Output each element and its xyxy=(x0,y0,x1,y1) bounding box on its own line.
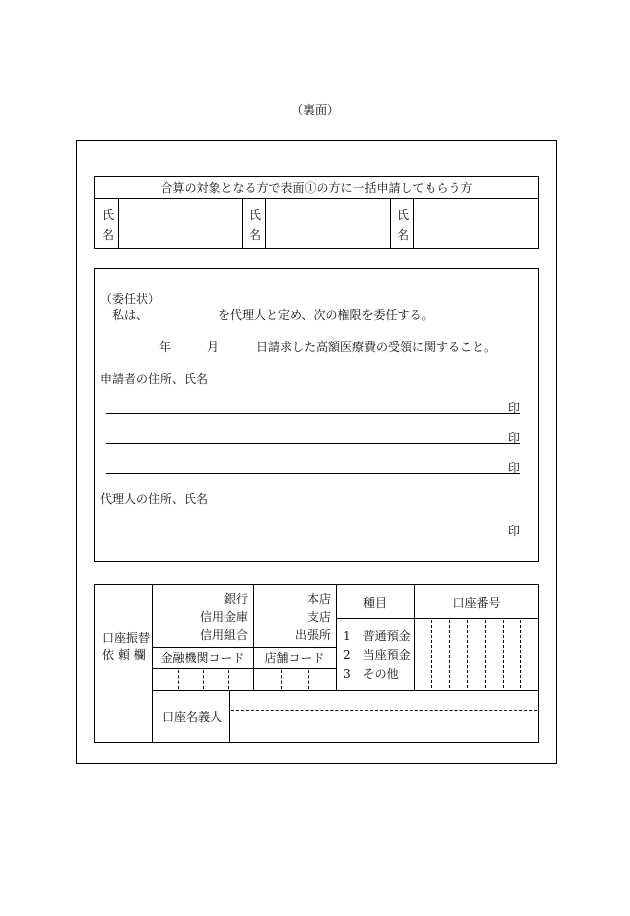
institution-code-field[interactable] xyxy=(153,669,252,689)
seal-1: 印 xyxy=(508,401,521,415)
account-holder-label: 口座名義人 xyxy=(162,710,223,724)
branch-code-label: 店舗コード xyxy=(264,651,325,665)
name-field-2[interactable] xyxy=(266,199,389,248)
month-label: 月 xyxy=(207,340,220,354)
bank-name-field[interactable] xyxy=(154,586,202,644)
agent-address-field[interactable] xyxy=(106,512,506,542)
institution-code-label: 金融機関コード xyxy=(160,651,245,665)
bank-side-label-2: 依 頼 欄 xyxy=(102,648,146,662)
name-label-3-bottom: 名 xyxy=(397,228,410,242)
page-header: （裏面） xyxy=(290,103,339,117)
seal-2: 印 xyxy=(508,431,521,445)
applicant-line-1-field[interactable] xyxy=(106,394,506,412)
applicant-line-2-field[interactable] xyxy=(106,424,506,442)
combined-applicants-title: 合算の対象となる方で表面①の方に一括申請してもらう方 xyxy=(160,181,473,195)
applicant-label: 申請者の住所、氏名 xyxy=(100,372,209,386)
agent-name-field[interactable] xyxy=(150,306,214,322)
applicant-line-3-field[interactable] xyxy=(106,454,506,472)
account-type-ordinary[interactable]: 1 普通預金 xyxy=(343,629,411,643)
name-label-2-bottom: 名 xyxy=(249,228,262,242)
bank-type-credit-union: 信用組合 xyxy=(199,628,248,642)
month-field[interactable] xyxy=(174,338,204,354)
account-number-header: 口座番号 xyxy=(452,596,501,610)
seal-3: 印 xyxy=(508,461,521,475)
branch-type-office: 出張所 xyxy=(294,628,331,642)
branch-type-main: 本店 xyxy=(306,592,331,606)
account-number-field[interactable] xyxy=(415,619,538,689)
year-field[interactable] xyxy=(126,338,156,354)
year-label: 年 xyxy=(159,340,172,354)
branch-code-field[interactable] xyxy=(254,669,335,689)
bank-type-bank: 銀行 xyxy=(223,592,248,606)
name-field-1[interactable] xyxy=(119,199,241,248)
account-type-checking[interactable]: 2 当座預金 xyxy=(343,648,411,662)
name-label-3-top: 氏 xyxy=(397,208,410,222)
day-clause: 日請求した高額医療費の受領に関すること。 xyxy=(256,340,497,354)
day-field[interactable] xyxy=(222,338,252,354)
branch-name-field[interactable] xyxy=(255,586,295,644)
name-label-1-bottom: 名 xyxy=(102,228,115,242)
account-type-other[interactable]: 3 その他 xyxy=(343,667,399,681)
agent-label: 代理人の住所、氏名 xyxy=(100,492,209,506)
branch-type-branch: 支店 xyxy=(306,610,331,624)
bank-type-shinkin: 信用金庫 xyxy=(199,610,248,624)
name-label-2-top: 氏 xyxy=(249,208,262,222)
account-type-header: 種目 xyxy=(362,596,387,610)
name-field-3[interactable] xyxy=(414,199,538,248)
name-label-1-top: 氏 xyxy=(102,208,115,222)
bank-side-label-1: 口座振替 xyxy=(102,631,151,645)
proxy-heading: （委任状） xyxy=(100,292,161,306)
seal-agent: 印 xyxy=(508,524,521,538)
proxy-intro-prefix: 私は、 xyxy=(112,308,149,322)
account-holder-field[interactable] xyxy=(230,691,538,742)
proxy-intro-suffix: を代理人と定め、次の権限を委任する。 xyxy=(218,308,434,322)
